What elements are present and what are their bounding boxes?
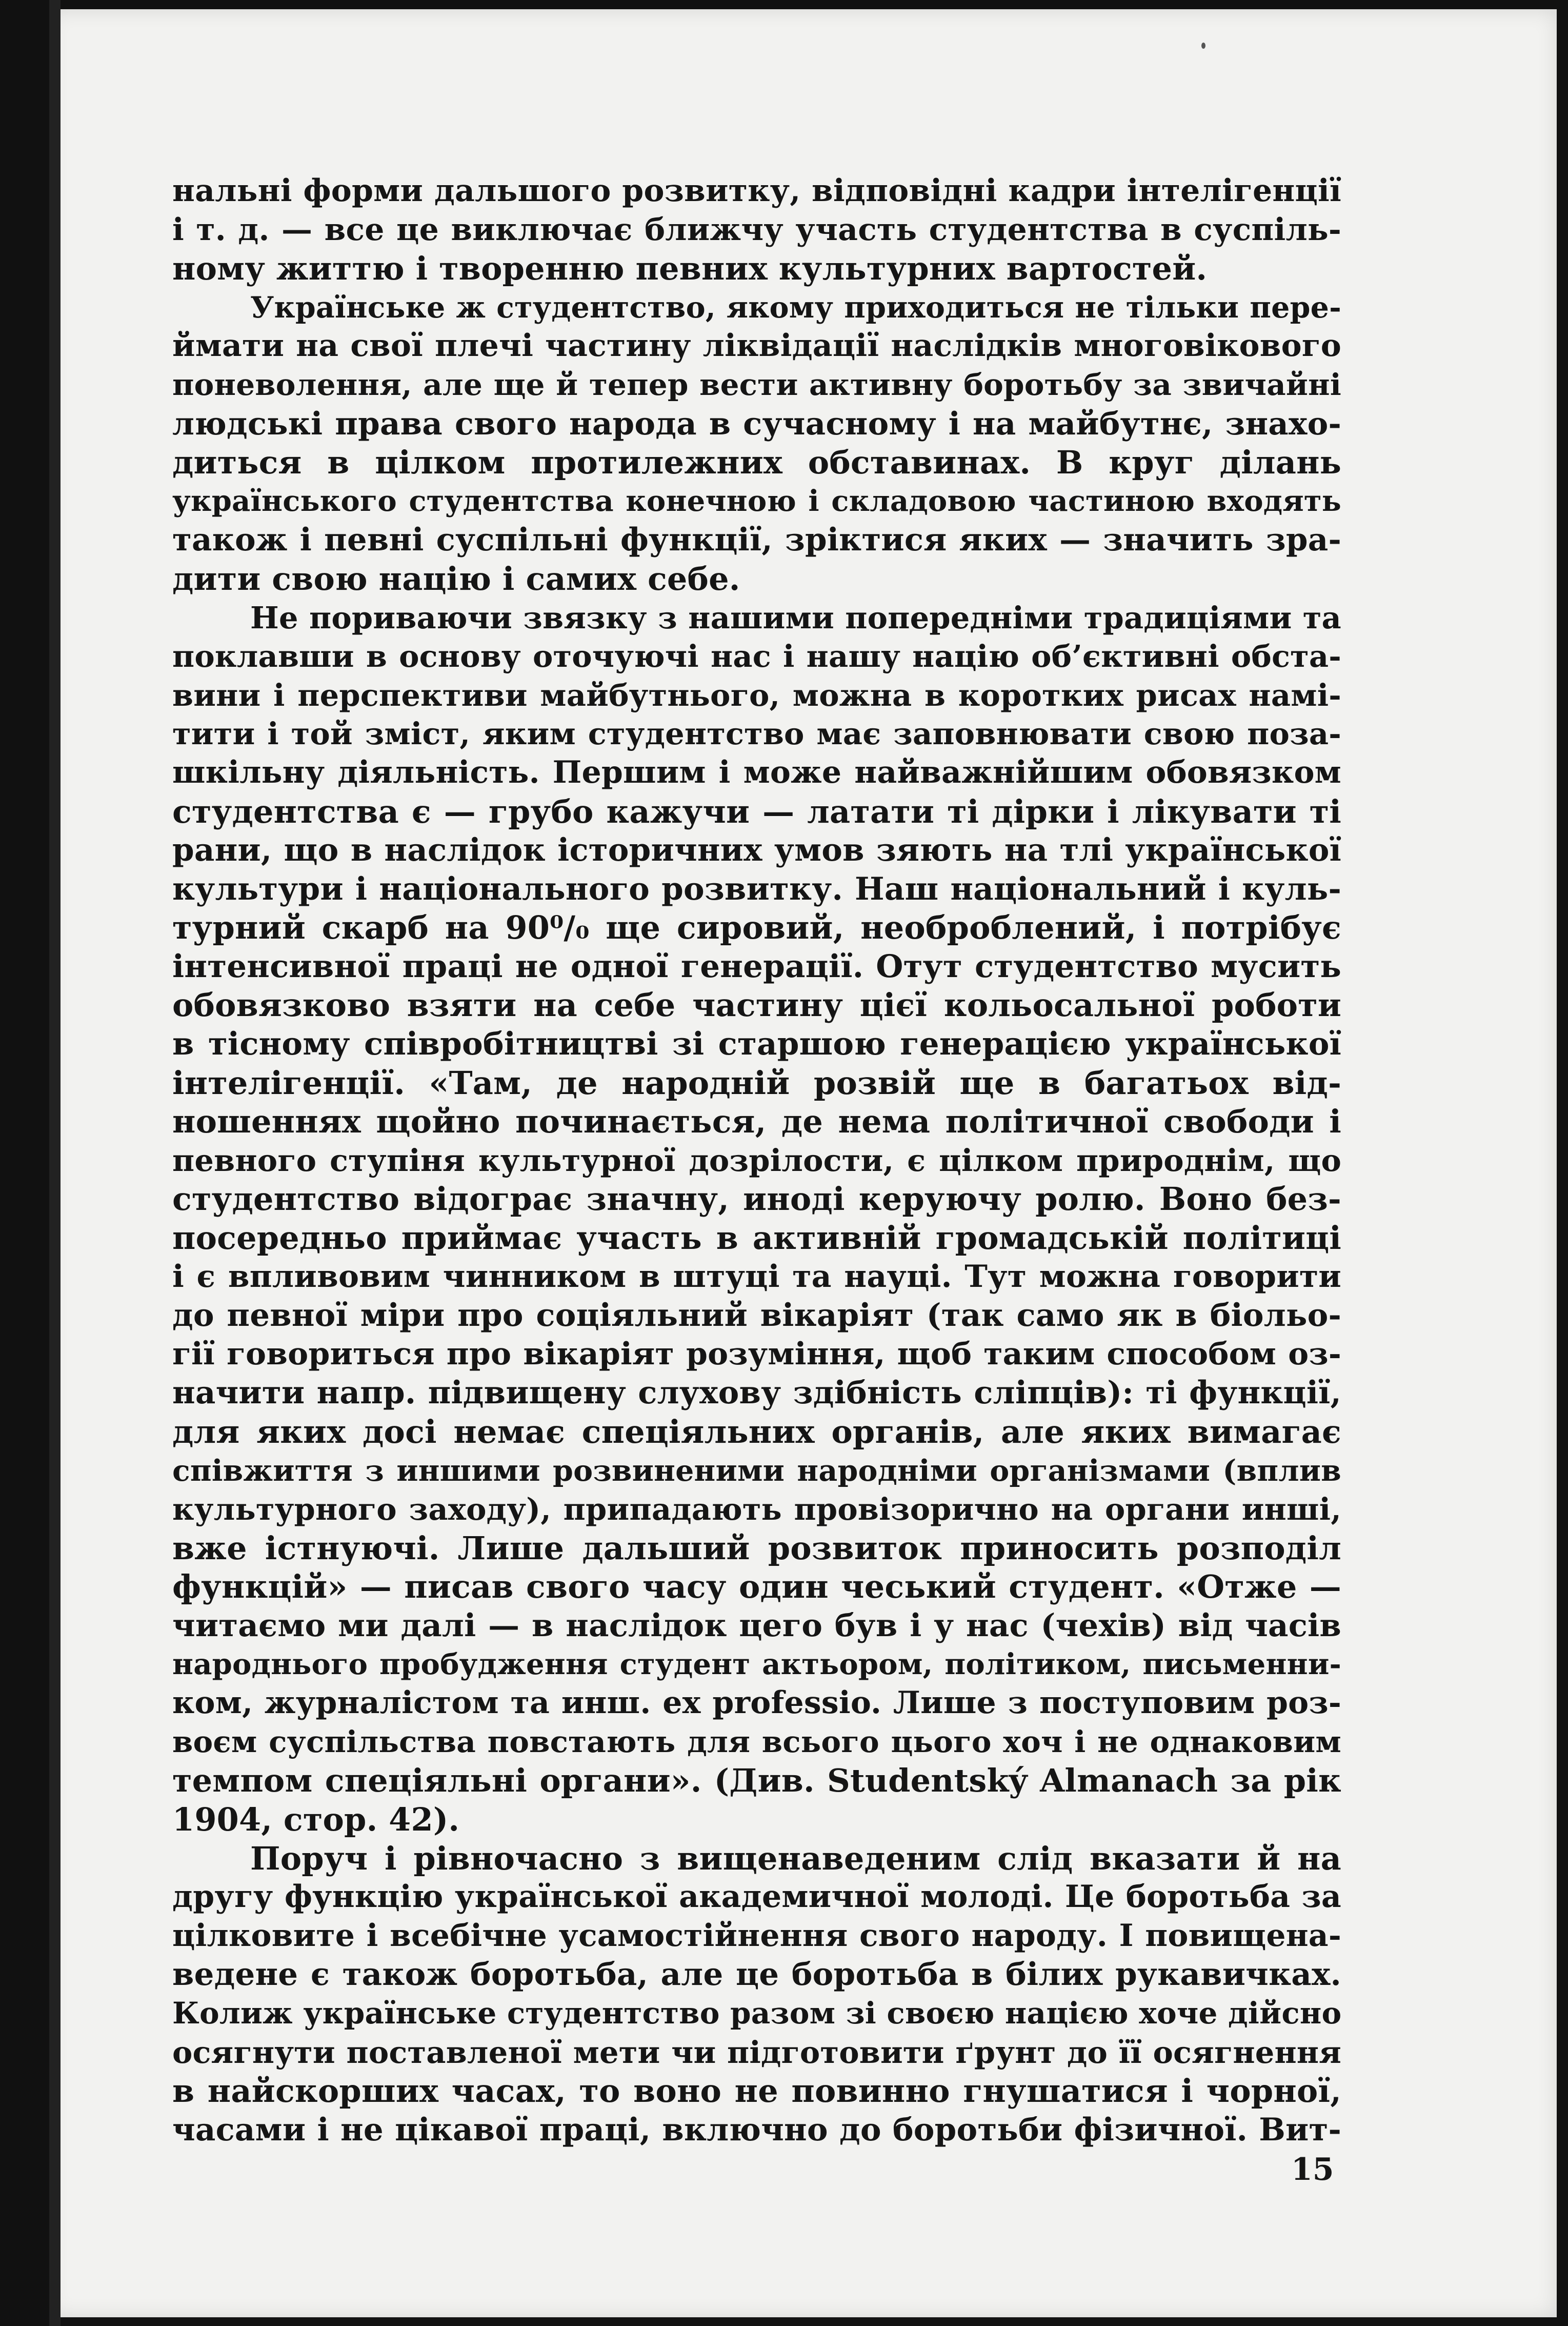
text-line: читаємо ми далі — в наслідок цего був і у нас (чехів) від часів xyxy=(172,1607,1341,1644)
text-line: вини і перспективи майбутнього, можна в коротких рисах намі- xyxy=(172,677,1341,713)
text-line: і є впливовим чинником в штуці та науці. Тут можна говорити xyxy=(172,1258,1341,1295)
text-line: начити напр. підвищену слухову здібність сліпців): ті функції, xyxy=(172,1375,1341,1411)
text-line: тити і той зміст, яким студентство має заповнювати свою поза- xyxy=(172,716,1341,752)
text-line: другу функцію української академичної молоді. Це боротьба за xyxy=(172,1879,1341,1915)
text-line: ймати на свої плечі частину ліквідації наслідків многовікового xyxy=(172,328,1341,364)
body-text xyxy=(172,172,1341,2149)
text-line: Не пориваючи звязку з нашими попередніми традиціями та xyxy=(250,600,1341,635)
text-line: в найскорших часах, то воно не повинно гнушатися і чорної, xyxy=(172,2072,1341,2110)
text-line: інтелігенції. «Там, де народній розвій ще в багатьох від- xyxy=(172,1064,1341,1102)
text-line: диться в цілком протилежних обставинах. В круг ділань xyxy=(172,444,1341,482)
text-line: ношеннях щойно починається, де нема політичної свободи і xyxy=(172,1103,1341,1141)
text-line: ком, журналістом та инш. ex professio. Лише з поступовим роз- xyxy=(172,1685,1341,1721)
text-line: цілковите і всебічне усамостійнення свого народу. І повищена- xyxy=(172,1917,1341,1954)
text-line: гії говориться про вікаріят розуміння, щоб таким способом оз- xyxy=(172,1336,1341,1372)
dust-speck xyxy=(1201,43,1205,49)
text-line: обовязково взяти на себе частину цієї кольосальної роботи xyxy=(172,986,1341,1024)
text-line: темпом спеціяльні органи». (Див. Studentský Almanach за рік xyxy=(172,1762,1341,1800)
page-binding-edge xyxy=(49,0,61,2326)
page-number: 15 xyxy=(1291,2152,1334,2188)
text-line: інтенсивної праці не одної генерації. Отут студентство мусить xyxy=(172,948,1341,985)
text-line: ведене є також боротьба, але це боротьба в білих рукавичках. xyxy=(172,1956,1341,1993)
text-line: поневолення, але ще й тепер вести активну боротьбу за звичайні xyxy=(172,367,1341,402)
text-line: поклавши в основу оточуючі нас і нашу націю об’єктивні обста- xyxy=(172,639,1341,674)
text-line: 1904, стор. 42). xyxy=(172,1800,460,1838)
text-line: співжиття з иншими розвиненими народніми організмами (вплив xyxy=(172,1453,1341,1488)
text-line: дити свою націю і самих себе. xyxy=(172,560,740,598)
text-line: осягнути поставленої мети чи підготовити ґрунт до її осягнення xyxy=(172,2034,1341,2070)
text-line: студентства є — грубо кажучи — латати ті дірки і лікувати ті xyxy=(172,792,1341,830)
text-line: людські права свого народа в сучасному і на майбутнє, знахо- xyxy=(172,405,1341,442)
text-line: студентство відограє значну, иноді керуючу ролю. Воно без- xyxy=(172,1180,1341,1218)
text-line: для яких досі немає спеціяльних органів, але яких вимагає xyxy=(172,1413,1341,1450)
text-line: в тісному співробітництві зі старшою генерацією української xyxy=(172,1026,1341,1063)
text-line: шкільну діяльність. Першим і може найважнійшим обовязком xyxy=(172,754,1341,790)
text-line: часами і не цікавої праці, включно до боротьби фізичної. Вит- xyxy=(172,2111,1341,2148)
text-line: до певної міри про соціяльний вікаріят (так само як в біольо- xyxy=(172,1297,1341,1334)
text-line: культури і національного розвитку. Наш національний і куль- xyxy=(172,870,1341,907)
text-line: ному життю і творенню певних культурних вартостей. xyxy=(172,250,1208,288)
text-line: воєм суспільства повстають для всього цього хоч і не однаковим xyxy=(172,1724,1341,1759)
text-line: українського студентства конечною і складовою частиною входять xyxy=(172,484,1341,518)
text-line: рани, що в наслідок історичних умов зяють на тлі української xyxy=(172,832,1341,869)
text-line: вже істнуючі. Лише дальший розвиток приносить розподіл xyxy=(172,1529,1341,1567)
text-line: Поруч і рівночасно з вищенаведеним слід вказати й на xyxy=(250,1839,1341,1877)
text-line: народнього пробудження студент актьором, політиком, письменни- xyxy=(172,1647,1341,1681)
text-line: нальні форми дальшого розвитку, відповідні кадри інтелігенції xyxy=(172,173,1341,209)
text-line: і т. д. — все це виключає ближчу участь студентства в суспіль- xyxy=(172,211,1341,248)
text-line: культурного заходу), припадають провізорично на органи инші, xyxy=(172,1492,1341,1527)
text-line: Українське ж студентство, якому приходиться не тільки пере- xyxy=(250,290,1341,325)
text-line: посередньо приймає участь в активній громадській політиці xyxy=(172,1219,1341,1257)
text-line: функцій» — писав свого часу один чеський студент. «Отже — xyxy=(172,1568,1341,1606)
text-line: Колиж українське студентство разом зі своєю нацією хоче дійсно xyxy=(172,1995,1341,2031)
text-line: також і певні суспільні функції, зріктися яких — значить зра- xyxy=(172,522,1341,559)
text-line: турний скарб на 90⁰/₀ ще сировий, необроблений, і потрібує xyxy=(172,909,1341,947)
text-line: певного ступіня культурної дозрілости, є цілком природнім, що xyxy=(172,1142,1341,1178)
